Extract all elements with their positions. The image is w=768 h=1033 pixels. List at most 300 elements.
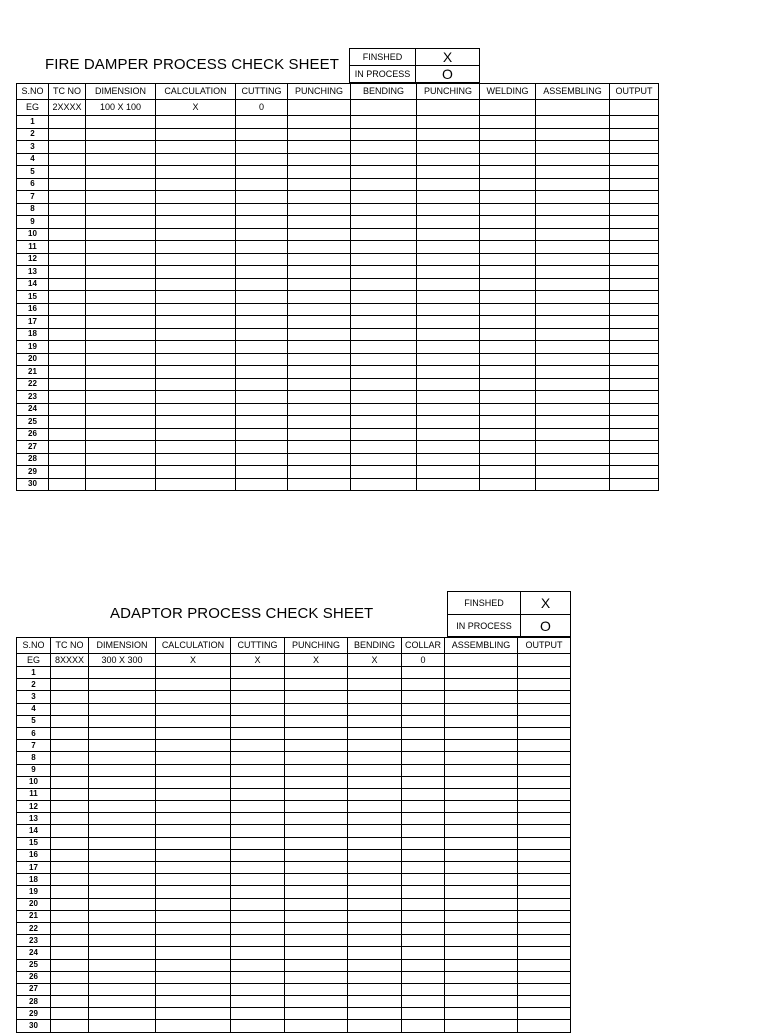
entry-cell[interactable] xyxy=(610,178,659,191)
entry-cell[interactable] xyxy=(86,341,156,354)
entry-cell[interactable] xyxy=(536,278,610,291)
entry-cell[interactable] xyxy=(288,291,351,304)
entry-cell[interactable] xyxy=(518,667,571,679)
entry-cell[interactable] xyxy=(445,727,518,739)
entry-cell[interactable] xyxy=(402,813,445,825)
entry-cell[interactable] xyxy=(351,241,417,254)
entry-cell[interactable] xyxy=(348,898,402,910)
entry-cell[interactable] xyxy=(610,216,659,229)
entry-cell[interactable] xyxy=(480,416,536,429)
entry-cell[interactable] xyxy=(518,874,571,886)
entry-cell[interactable] xyxy=(288,228,351,241)
entry-cell[interactable] xyxy=(348,776,402,788)
entry-cell[interactable] xyxy=(348,740,402,752)
entry-cell[interactable] xyxy=(518,922,571,934)
entry-cell[interactable] xyxy=(351,403,417,416)
entry-cell[interactable] xyxy=(156,788,231,800)
entry-cell[interactable] xyxy=(536,441,610,454)
entry-cell[interactable] xyxy=(51,922,89,934)
entry-cell[interactable] xyxy=(445,752,518,764)
entry-cell[interactable] xyxy=(518,813,571,825)
entry-cell[interactable] xyxy=(445,837,518,849)
entry-cell[interactable] xyxy=(89,971,156,983)
entry-cell[interactable] xyxy=(348,983,402,995)
entry-cell[interactable] xyxy=(89,752,156,764)
entry-cell[interactable] xyxy=(417,478,480,491)
entry-cell[interactable] xyxy=(518,715,571,727)
entry-cell[interactable] xyxy=(445,910,518,922)
entry-cell[interactable] xyxy=(285,898,348,910)
entry-cell[interactable] xyxy=(89,837,156,849)
entry-cell[interactable] xyxy=(231,922,285,934)
entry-cell[interactable] xyxy=(518,898,571,910)
entry-cell[interactable] xyxy=(445,703,518,715)
entry-cell[interactable] xyxy=(285,740,348,752)
entry-cell[interactable] xyxy=(288,266,351,279)
entry-cell[interactable] xyxy=(518,862,571,874)
entry-cell[interactable] xyxy=(351,328,417,341)
entry-cell[interactable] xyxy=(518,971,571,983)
entry-cell[interactable] xyxy=(518,825,571,837)
entry-cell[interactable] xyxy=(445,764,518,776)
entry-cell[interactable] xyxy=(445,959,518,971)
entry-cell[interactable] xyxy=(89,898,156,910)
entry-cell[interactable] xyxy=(610,191,659,204)
entry-cell[interactable] xyxy=(236,466,288,479)
entry-cell[interactable] xyxy=(480,116,536,129)
entry-cell[interactable] xyxy=(236,203,288,216)
entry-cell[interactable] xyxy=(285,862,348,874)
entry-cell[interactable] xyxy=(610,378,659,391)
entry-cell[interactable] xyxy=(51,886,89,898)
entry-cell[interactable] xyxy=(49,128,86,141)
entry-cell[interactable] xyxy=(536,116,610,129)
entry-cell[interactable] xyxy=(518,886,571,898)
entry-cell[interactable] xyxy=(417,266,480,279)
entry-cell[interactable] xyxy=(236,291,288,304)
entry-cell[interactable] xyxy=(236,328,288,341)
entry-cell[interactable] xyxy=(231,813,285,825)
entry-cell[interactable] xyxy=(49,366,86,379)
entry-cell[interactable] xyxy=(231,959,285,971)
entry-cell[interactable] xyxy=(49,203,86,216)
entry-cell[interactable] xyxy=(51,898,89,910)
entry-cell[interactable] xyxy=(351,441,417,454)
entry-cell[interactable] xyxy=(348,752,402,764)
entry-cell[interactable] xyxy=(536,228,610,241)
entry-cell[interactable] xyxy=(536,216,610,229)
entry-cell[interactable] xyxy=(536,316,610,329)
entry-cell[interactable] xyxy=(610,291,659,304)
entry-cell[interactable] xyxy=(231,1020,285,1032)
entry-cell[interactable] xyxy=(417,341,480,354)
entry-cell[interactable] xyxy=(351,153,417,166)
entry-cell[interactable] xyxy=(156,341,236,354)
entry-cell[interactable] xyxy=(285,813,348,825)
entry-cell[interactable] xyxy=(156,947,231,959)
entry-cell[interactable] xyxy=(86,191,156,204)
entry-cell[interactable] xyxy=(610,316,659,329)
entry-cell[interactable] xyxy=(86,391,156,404)
entry-cell[interactable] xyxy=(156,391,236,404)
entry-cell[interactable] xyxy=(480,391,536,404)
entry-cell[interactable] xyxy=(445,996,518,1008)
entry-cell[interactable] xyxy=(402,886,445,898)
entry-cell[interactable] xyxy=(51,679,89,691)
entry-cell[interactable] xyxy=(51,837,89,849)
entry-cell[interactable] xyxy=(351,191,417,204)
entry-cell[interactable] xyxy=(445,886,518,898)
entry-cell[interactable] xyxy=(610,428,659,441)
entry-cell[interactable] xyxy=(86,366,156,379)
entry-cell[interactable] xyxy=(351,378,417,391)
entry-cell[interactable] xyxy=(417,253,480,266)
entry-cell[interactable] xyxy=(402,910,445,922)
entry-cell[interactable] xyxy=(49,441,86,454)
entry-cell[interactable] xyxy=(518,1008,571,1020)
entry-cell[interactable] xyxy=(610,166,659,179)
entry-cell[interactable] xyxy=(156,166,236,179)
entry-cell[interactable] xyxy=(518,996,571,1008)
entry-cell[interactable] xyxy=(156,153,236,166)
entry-cell[interactable] xyxy=(536,128,610,141)
entry-cell[interactable] xyxy=(231,679,285,691)
entry-cell[interactable] xyxy=(156,466,236,479)
entry-cell[interactable] xyxy=(402,959,445,971)
entry-cell[interactable] xyxy=(156,862,231,874)
entry-cell[interactable] xyxy=(156,366,236,379)
entry-cell[interactable] xyxy=(348,764,402,776)
entry-cell[interactable] xyxy=(288,441,351,454)
entry-cell[interactable] xyxy=(536,203,610,216)
entry-cell[interactable] xyxy=(236,153,288,166)
entry-cell[interactable] xyxy=(348,971,402,983)
entry-cell[interactable] xyxy=(89,947,156,959)
entry-cell[interactable] xyxy=(156,727,231,739)
entry-cell[interactable] xyxy=(518,849,571,861)
entry-cell[interactable] xyxy=(288,428,351,441)
entry-cell[interactable] xyxy=(417,466,480,479)
entry-cell[interactable] xyxy=(231,837,285,849)
entry-cell[interactable] xyxy=(288,278,351,291)
entry-cell[interactable] xyxy=(231,947,285,959)
entry-cell[interactable] xyxy=(236,191,288,204)
entry-cell[interactable] xyxy=(86,253,156,266)
entry-cell[interactable] xyxy=(610,341,659,354)
entry-cell[interactable] xyxy=(89,886,156,898)
entry-cell[interactable] xyxy=(156,241,236,254)
entry-cell[interactable] xyxy=(288,178,351,191)
entry-cell[interactable] xyxy=(51,947,89,959)
entry-cell[interactable] xyxy=(156,898,231,910)
entry-cell[interactable] xyxy=(156,228,236,241)
entry-cell[interactable] xyxy=(231,862,285,874)
entry-cell[interactable] xyxy=(89,849,156,861)
entry-cell[interactable] xyxy=(417,378,480,391)
entry-cell[interactable] xyxy=(285,935,348,947)
entry-cell[interactable] xyxy=(51,874,89,886)
entry-cell[interactable] xyxy=(231,788,285,800)
entry-cell[interactable] xyxy=(417,228,480,241)
entry-cell[interactable] xyxy=(348,935,402,947)
entry-cell[interactable] xyxy=(402,752,445,764)
entry-cell[interactable] xyxy=(285,667,348,679)
entry-cell[interactable] xyxy=(480,203,536,216)
entry-cell[interactable] xyxy=(610,278,659,291)
entry-cell[interactable] xyxy=(536,478,610,491)
entry-cell[interactable] xyxy=(288,153,351,166)
entry-cell[interactable] xyxy=(536,166,610,179)
entry-cell[interactable] xyxy=(156,752,231,764)
entry-cell[interactable] xyxy=(518,1020,571,1032)
entry-cell[interactable] xyxy=(417,328,480,341)
entry-cell[interactable] xyxy=(236,141,288,154)
entry-cell[interactable] xyxy=(445,983,518,995)
entry-cell[interactable] xyxy=(417,403,480,416)
entry-cell[interactable] xyxy=(285,691,348,703)
entry-cell[interactable] xyxy=(156,813,231,825)
entry-cell[interactable] xyxy=(348,862,402,874)
entry-cell[interactable] xyxy=(156,278,236,291)
entry-cell[interactable] xyxy=(156,378,236,391)
entry-cell[interactable] xyxy=(156,996,231,1008)
entry-cell[interactable] xyxy=(156,128,236,141)
entry-cell[interactable] xyxy=(86,266,156,279)
entry-cell[interactable] xyxy=(480,291,536,304)
entry-cell[interactable] xyxy=(348,910,402,922)
entry-cell[interactable] xyxy=(348,788,402,800)
entry-cell[interactable] xyxy=(51,849,89,861)
entry-cell[interactable] xyxy=(445,947,518,959)
entry-cell[interactable] xyxy=(348,849,402,861)
entry-cell[interactable] xyxy=(231,910,285,922)
entry-cell[interactable] xyxy=(231,715,285,727)
entry-cell[interactable] xyxy=(288,466,351,479)
entry-cell[interactable] xyxy=(610,441,659,454)
entry-cell[interactable] xyxy=(288,253,351,266)
entry-cell[interactable] xyxy=(536,403,610,416)
entry-cell[interactable] xyxy=(49,416,86,429)
entry-cell[interactable] xyxy=(156,453,236,466)
entry-cell[interactable] xyxy=(610,403,659,416)
entry-cell[interactable] xyxy=(86,303,156,316)
entry-cell[interactable] xyxy=(288,303,351,316)
entry-cell[interactable] xyxy=(402,983,445,995)
entry-cell[interactable] xyxy=(236,178,288,191)
entry-cell[interactable] xyxy=(351,353,417,366)
entry-cell[interactable] xyxy=(610,116,659,129)
entry-cell[interactable] xyxy=(156,266,236,279)
entry-cell[interactable] xyxy=(86,316,156,329)
entry-cell[interactable] xyxy=(236,116,288,129)
entry-cell[interactable] xyxy=(402,691,445,703)
entry-cell[interactable] xyxy=(51,752,89,764)
entry-cell[interactable] xyxy=(236,353,288,366)
entry-cell[interactable] xyxy=(89,667,156,679)
entry-cell[interactable] xyxy=(51,776,89,788)
entry-cell[interactable] xyxy=(49,466,86,479)
entry-cell[interactable] xyxy=(348,886,402,898)
entry-cell[interactable] xyxy=(417,291,480,304)
entry-cell[interactable] xyxy=(445,801,518,813)
entry-cell[interactable] xyxy=(236,366,288,379)
entry-cell[interactable] xyxy=(480,316,536,329)
entry-cell[interactable] xyxy=(156,959,231,971)
entry-cell[interactable] xyxy=(231,898,285,910)
entry-cell[interactable] xyxy=(51,935,89,947)
entry-cell[interactable] xyxy=(402,971,445,983)
entry-cell[interactable] xyxy=(231,752,285,764)
entry-cell[interactable] xyxy=(480,353,536,366)
entry-cell[interactable] xyxy=(480,453,536,466)
entry-cell[interactable] xyxy=(156,191,236,204)
entry-cell[interactable] xyxy=(536,366,610,379)
entry-cell[interactable] xyxy=(231,996,285,1008)
entry-cell[interactable] xyxy=(51,667,89,679)
entry-cell[interactable] xyxy=(445,935,518,947)
entry-cell[interactable] xyxy=(351,116,417,129)
entry-cell[interactable] xyxy=(89,703,156,715)
entry-cell[interactable] xyxy=(89,1020,156,1032)
entry-cell[interactable] xyxy=(536,141,610,154)
entry-cell[interactable] xyxy=(231,971,285,983)
entry-cell[interactable] xyxy=(236,478,288,491)
entry-cell[interactable] xyxy=(518,752,571,764)
entry-cell[interactable] xyxy=(89,874,156,886)
entry-cell[interactable] xyxy=(348,922,402,934)
entry-cell[interactable] xyxy=(156,403,236,416)
entry-cell[interactable] xyxy=(49,478,86,491)
entry-cell[interactable] xyxy=(536,391,610,404)
entry-cell[interactable] xyxy=(402,996,445,1008)
entry-cell[interactable] xyxy=(536,266,610,279)
entry-cell[interactable] xyxy=(89,910,156,922)
entry-cell[interactable] xyxy=(156,801,231,813)
entry-cell[interactable] xyxy=(417,116,480,129)
entry-cell[interactable] xyxy=(285,801,348,813)
entry-cell[interactable] xyxy=(402,947,445,959)
entry-cell[interactable] xyxy=(156,971,231,983)
entry-cell[interactable] xyxy=(610,128,659,141)
entry-cell[interactable] xyxy=(480,141,536,154)
entry-cell[interactable] xyxy=(402,679,445,691)
entry-cell[interactable] xyxy=(417,316,480,329)
entry-cell[interactable] xyxy=(518,837,571,849)
entry-cell[interactable] xyxy=(348,679,402,691)
entry-cell[interactable] xyxy=(285,703,348,715)
entry-cell[interactable] xyxy=(348,691,402,703)
entry-cell[interactable] xyxy=(610,253,659,266)
entry-cell[interactable] xyxy=(610,391,659,404)
entry-cell[interactable] xyxy=(231,874,285,886)
entry-cell[interactable] xyxy=(348,715,402,727)
entry-cell[interactable] xyxy=(536,303,610,316)
entry-cell[interactable] xyxy=(89,691,156,703)
entry-cell[interactable] xyxy=(236,278,288,291)
entry-cell[interactable] xyxy=(417,128,480,141)
entry-cell[interactable] xyxy=(231,849,285,861)
entry-cell[interactable] xyxy=(49,166,86,179)
entry-cell[interactable] xyxy=(348,825,402,837)
entry-cell[interactable] xyxy=(156,776,231,788)
entry-cell[interactable] xyxy=(156,303,236,316)
entry-cell[interactable] xyxy=(156,935,231,947)
entry-cell[interactable] xyxy=(536,428,610,441)
entry-cell[interactable] xyxy=(285,764,348,776)
entry-cell[interactable] xyxy=(480,341,536,354)
entry-cell[interactable] xyxy=(285,922,348,934)
entry-cell[interactable] xyxy=(445,1020,518,1032)
entry-cell[interactable] xyxy=(480,191,536,204)
entry-cell[interactable] xyxy=(156,328,236,341)
entry-cell[interactable] xyxy=(285,886,348,898)
entry-cell[interactable] xyxy=(86,378,156,391)
entry-cell[interactable] xyxy=(156,178,236,191)
entry-cell[interactable] xyxy=(351,341,417,354)
entry-cell[interactable] xyxy=(518,983,571,995)
entry-cell[interactable] xyxy=(351,266,417,279)
entry-cell[interactable] xyxy=(49,141,86,154)
entry-cell[interactable] xyxy=(402,837,445,849)
entry-cell[interactable] xyxy=(445,667,518,679)
entry-cell[interactable] xyxy=(285,874,348,886)
entry-cell[interactable] xyxy=(351,166,417,179)
entry-cell[interactable] xyxy=(417,428,480,441)
entry-cell[interactable] xyxy=(518,727,571,739)
entry-cell[interactable] xyxy=(89,825,156,837)
entry-cell[interactable] xyxy=(89,788,156,800)
entry-cell[interactable] xyxy=(51,910,89,922)
entry-cell[interactable] xyxy=(49,278,86,291)
entry-cell[interactable] xyxy=(231,703,285,715)
entry-cell[interactable] xyxy=(156,679,231,691)
entry-cell[interactable] xyxy=(156,416,236,429)
entry-cell[interactable] xyxy=(86,166,156,179)
entry-cell[interactable] xyxy=(288,128,351,141)
entry-cell[interactable] xyxy=(402,935,445,947)
entry-cell[interactable] xyxy=(231,776,285,788)
entry-cell[interactable] xyxy=(480,216,536,229)
entry-cell[interactable] xyxy=(480,228,536,241)
entry-cell[interactable] xyxy=(285,947,348,959)
entry-cell[interactable] xyxy=(610,416,659,429)
entry-cell[interactable] xyxy=(231,740,285,752)
entry-cell[interactable] xyxy=(236,316,288,329)
entry-cell[interactable] xyxy=(445,776,518,788)
entry-cell[interactable] xyxy=(610,353,659,366)
entry-cell[interactable] xyxy=(49,116,86,129)
entry-cell[interactable] xyxy=(51,971,89,983)
entry-cell[interactable] xyxy=(288,166,351,179)
entry-cell[interactable] xyxy=(536,241,610,254)
entry-cell[interactable] xyxy=(156,353,236,366)
entry-cell[interactable] xyxy=(288,378,351,391)
entry-cell[interactable] xyxy=(351,253,417,266)
entry-cell[interactable] xyxy=(89,776,156,788)
entry-cell[interactable] xyxy=(402,740,445,752)
entry-cell[interactable] xyxy=(348,947,402,959)
entry-cell[interactable] xyxy=(156,203,236,216)
entry-cell[interactable] xyxy=(288,216,351,229)
entry-cell[interactable] xyxy=(417,441,480,454)
entry-cell[interactable] xyxy=(285,1008,348,1020)
entry-cell[interactable] xyxy=(480,241,536,254)
entry-cell[interactable] xyxy=(518,703,571,715)
entry-cell[interactable] xyxy=(518,947,571,959)
entry-cell[interactable] xyxy=(285,837,348,849)
entry-cell[interactable] xyxy=(518,740,571,752)
entry-cell[interactable] xyxy=(417,153,480,166)
